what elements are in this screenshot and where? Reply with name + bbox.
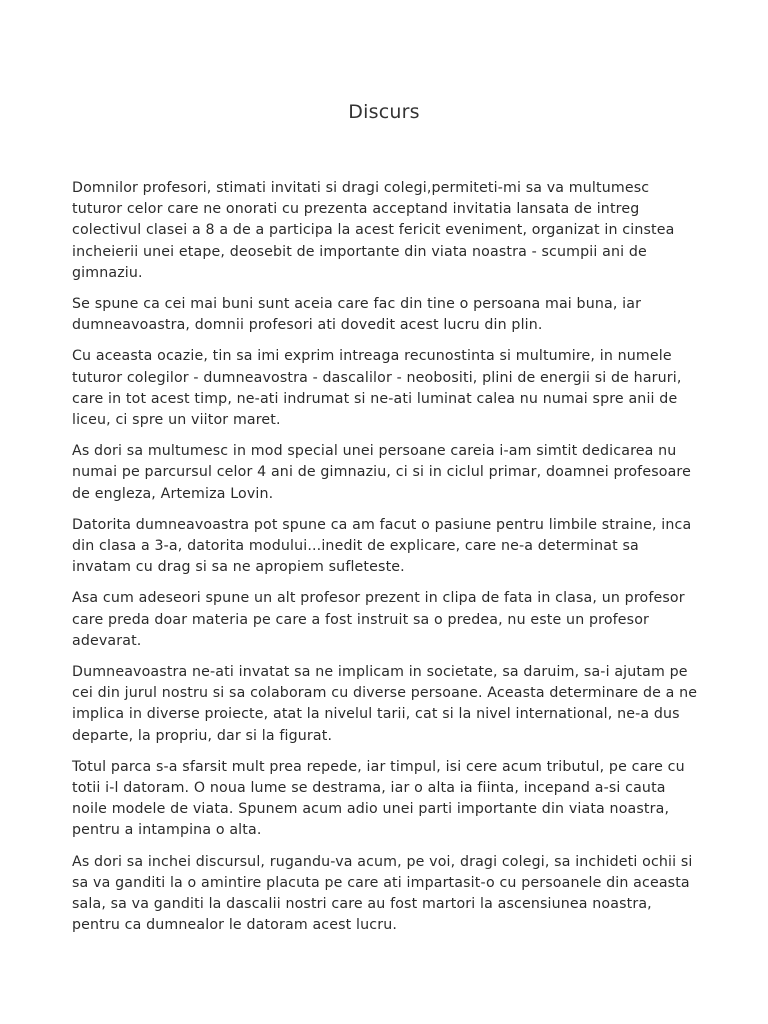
paragraph-8: Totul parca s-a sfarsit mult prea repede, iar timpul, isi cere acum tributul, pe care cu totii i-l datoram. O noua lume se destrama, iar o alta ia fiinta, incepand a-si cauta noile modele de viata. Spunem acum adio unei parti importante din viata noastra, pentru a intampina o alta. (72, 758, 685, 839)
paragraph-6: Asa cum adeseori spune un alt profesor prezent in clipa de fata in clasa, un profesor care preda doar materia pe care a fost instruit sa o predea, nu este un profesor adevarat. (72, 590, 685, 649)
paragraph-5: Datorita dumneavoastra pot spune ca am facut o pasiune pentru limbile straine, inca din clasa a 3-a, datorita modului...inedit de explicare, care ne-a determinat sa invatam cu drag si sa ne apropiem sufleteste. (72, 516, 692, 576)
paragraph-4: As dori sa multumesc in mod special unei persoane careia i-am simtit dedicarea nu numai pe parcursul celor 4 ani de gimnaziu, ci si in ciclul primar, doamnei profesoare de engleza, Artemiza Lovin. (72, 443, 691, 502)
paragraph-2: Se spune ca cei mai buni sunt aceia care fac din tine o persoana mai buna, iar dumneavoastra, domnii profesori ati dovedit acest lucru din plin. (72, 296, 642, 334)
document-title: Discurs (348, 101, 420, 123)
paragraph-7: Dumneavoastra ne-ati invatat sa ne implicam in societate, sa daruim, sa-i ajutam pe cei din jurul nostru si sa colaboram cu diverse persoane. Aceasta determinare de a ne implica in diverse proiecte, atat la nivelul tarii, cat si la nivel international, ne-a dus departe, la propriu, dar si la figurat. (72, 664, 698, 744)
paragraph-3: Cu aceasta ocazie, tin sa imi exprim intreaga recunostinta si multumire, in numele tuturor colegilor - dumneavostra - dascalilor - neobositi, plini de energii si de haruri, care in tot acest timp, ne-ati indrumat si ne-ati luminat calea nu numai spre anii de liceu, ci spre un viitor maret. (72, 348, 682, 429)
paragraph-9: As dori sa inchei discursul, rugandu-va acum, pe voi, dragi colegi, sa inchideti ochii si sa va ganditi la o amintire placuta pe care ati impartasit-o cu persoanele din aceasta sala, sa va ganditi la dascalii nostri care au fost martori la ascensiunea noastra, pentru ca dumnealor le datoram acest lucru. (72, 853, 693, 934)
paragraph-1: Domnilor profesori, stimati invitati si dragi colegi,permiteti-mi sa va multumesc tuturor celor care ne onorati cu prezenta acceptand invitatia lansata de intreg colectivul clasei a 8 a de a participa la acest fericit eveniment, organizat in cinstea incheierii unei etape, deosebit de importante din viata noastra - scumpii ani de gimnaziu. (72, 180, 675, 281)
document-body (72, 178, 702, 947)
